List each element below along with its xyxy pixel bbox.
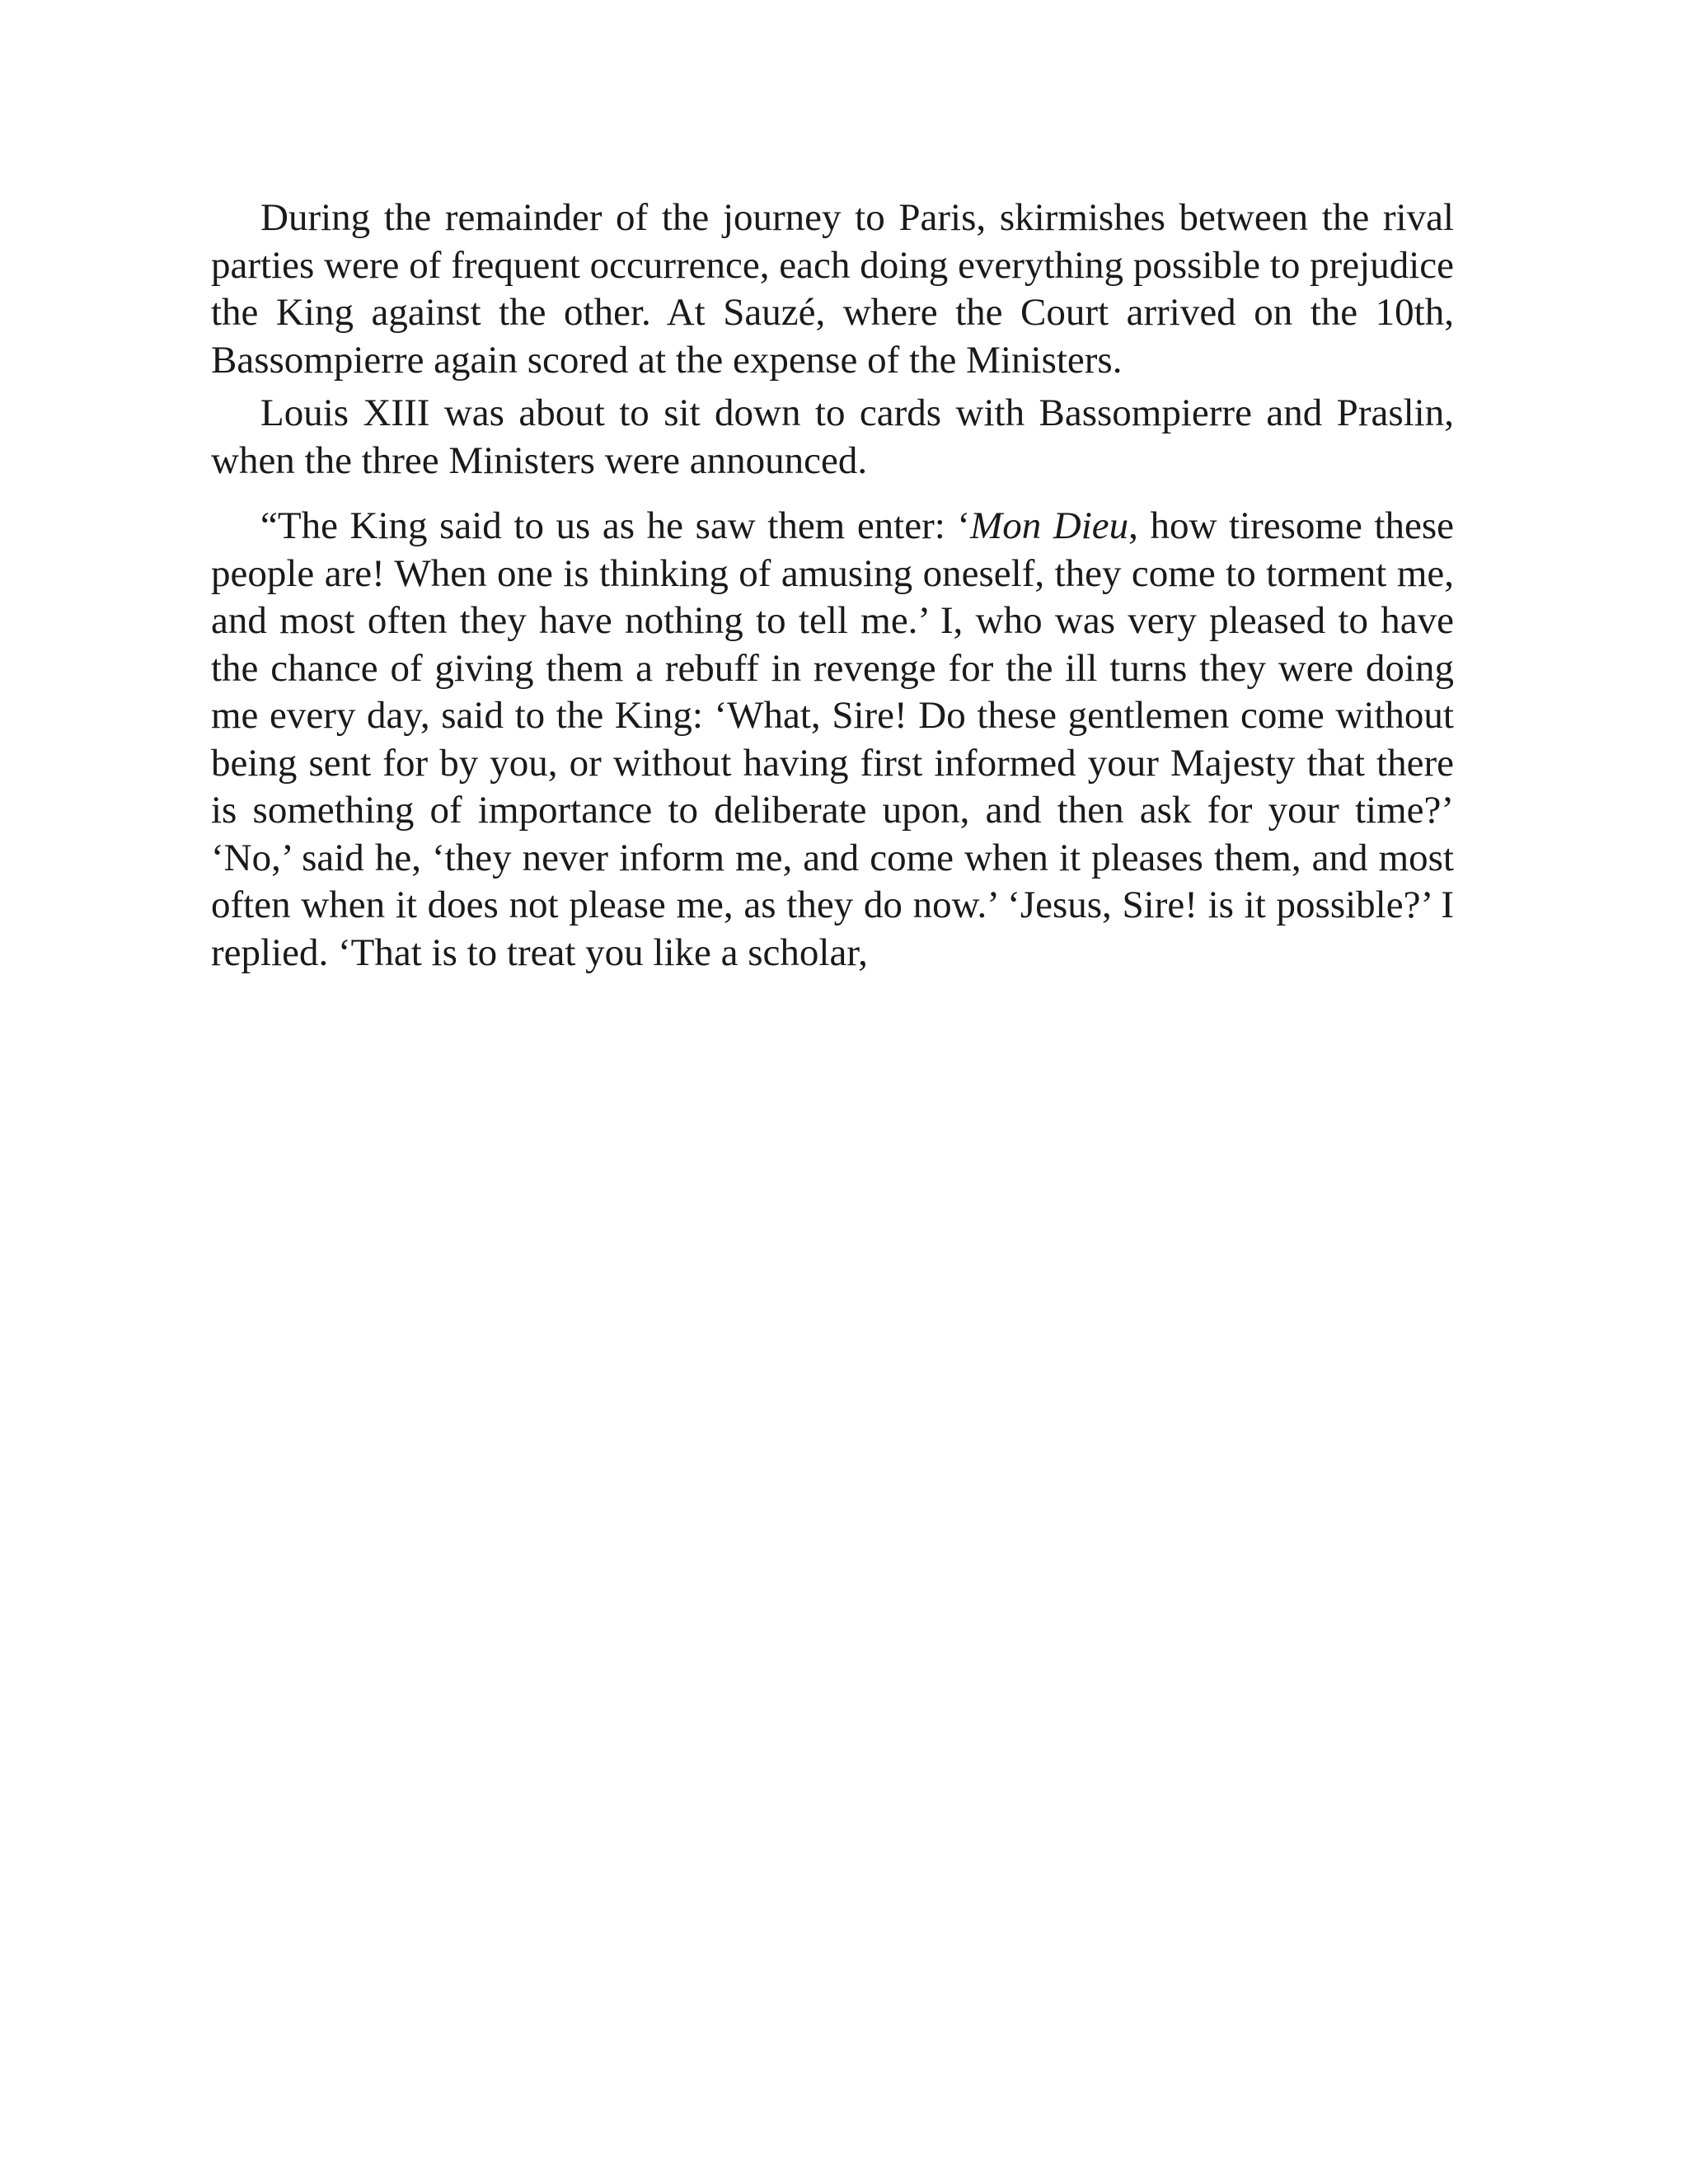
quote-opening: “The King said to us as he saw them enter: ‘: [260, 504, 971, 547]
body-text: [211, 194, 1454, 977]
quoted-passage: [211, 503, 1454, 977]
quote-remainder: , how tiresome these people are! When one is thinking of amusing oneself, they come to torment me, and most often they have nothing to tell me.’ I, who was very pleased to have the chance of giving them a rebuff in revenge for the ill turns they were doing me every day, said to the King: ‘What, Sire! Do these gentlemen come without being sent for by you, or without having first informed your Majesty that there is something of importance to deliberate upon, and then ask for your time?’ ‘No,’ said he, ‘they never inform me, and come when it pleases them, and most often when it does not please me, as they do now.’ ‘Jesus, Sire! is it possible?’ I replied. ‘That is to treat you like a scholar,: [211, 504, 1455, 974]
paragraph-journey: During the remainder of the journey to Paris, skirmishes between the rival parties were of frequent occurrence, each doing everything possible to prejudice the King against the other. At Sauzé, where the Court arrived on the 10th, Bassompierre again scored at the expense of the Ministers.: [211, 196, 1454, 382]
quote-italic-phrase: Mon Dieu: [970, 504, 1129, 547]
paragraph-cards: Louis XIII was about to sit down to cards with Bassompierre and Praslin, when the three Ministers were announced.: [211, 391, 1454, 482]
